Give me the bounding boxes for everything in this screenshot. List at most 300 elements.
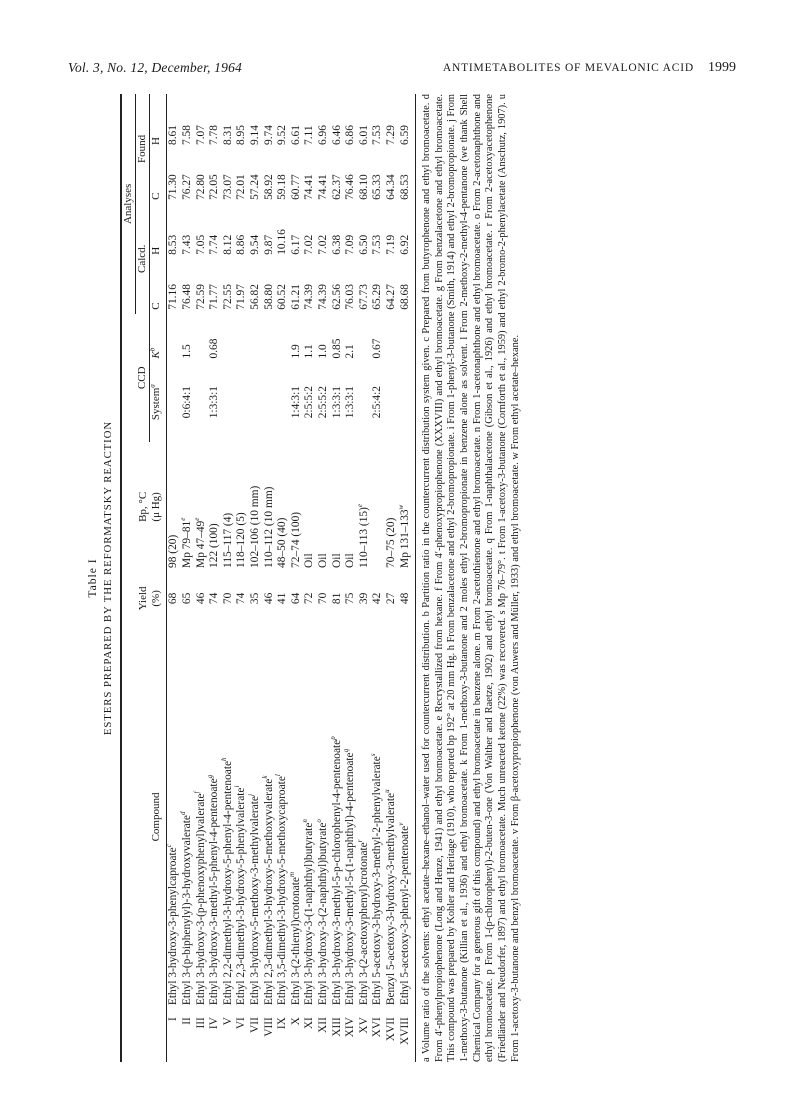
yield-value <box>344 572 358 625</box>
found-h-text: 7.29 <box>384 125 397 145</box>
calcd-h-text: 7.05 <box>194 234 207 255</box>
calcd-c <box>317 259 331 314</box>
found-c <box>181 149 195 204</box>
row-number <box>235 1009 249 1062</box>
partition-ratio <box>385 314 399 363</box>
found-h-text: 7.11 <box>303 125 316 145</box>
bp-value-footnote-mark: e <box>192 517 201 521</box>
bp-value <box>276 442 290 572</box>
bp-value-text: 122 (100) <box>208 523 221 568</box>
found-c <box>249 149 263 204</box>
yield-value-text: 27 <box>384 592 397 605</box>
calcd-c <box>330 259 344 314</box>
calcd-h-text: 8.86 <box>235 234 248 255</box>
row-number <box>249 1009 263 1062</box>
found-c-text: 76.46 <box>344 174 357 200</box>
calcd-h <box>167 204 181 259</box>
compound-name-text: Ethyl 3-hydroxy-3-(p-phenoxyphenyl)valerate <box>194 793 207 1006</box>
row-number-text: IV <box>208 1017 221 1030</box>
table-row <box>303 94 317 1062</box>
calcd-h-header: H <box>150 246 163 255</box>
found-c <box>195 149 209 204</box>
calcd-h-text: 7.53 <box>371 234 384 255</box>
bp-value-text: 118–120 (5) <box>235 512 248 568</box>
compound-name-footnote-mark: o <box>315 819 324 823</box>
found-c-text: 73.07 <box>221 174 234 200</box>
compound-name-footnote-mark: n <box>301 819 310 823</box>
k-header <box>150 314 163 363</box>
compound-name <box>303 625 317 1009</box>
bp-header-bottom: (μ Hg) <box>150 492 163 522</box>
row-number <box>317 1009 331 1062</box>
analyses-header: Analyses <box>122 94 135 314</box>
bp-value <box>235 442 249 572</box>
yield-value <box>167 572 181 625</box>
bp-value-text: Mp 131–133 <box>398 509 411 568</box>
row-number-text: VI <box>235 1017 248 1030</box>
ccd-system-text: 1:4:3:1 <box>289 386 302 419</box>
bp-value <box>371 442 385 572</box>
found-c-text: 71.30 <box>167 174 180 200</box>
bp-value <box>398 442 412 572</box>
ccd-system <box>371 363 385 442</box>
calcd-c <box>222 259 236 314</box>
calcd-h <box>398 204 412 259</box>
found-c-text: 76.27 <box>181 174 194 200</box>
yield-value <box>181 572 195 625</box>
bp-value-footnote-mark: e <box>355 503 364 508</box>
bp-value-text: Oil <box>303 553 316 568</box>
compound-name-text: Ethyl 3-hydroxy-3-(2-naphthyl)butyrate <box>316 822 329 1006</box>
system-header-label: System <box>150 387 163 421</box>
yield-value <box>276 572 290 625</box>
calcd-c <box>208 259 222 314</box>
yield-value <box>398 572 412 625</box>
row-number-text: III <box>194 1017 207 1029</box>
table-row <box>235 94 249 1062</box>
calcd-h-text: 6.92 <box>398 234 411 255</box>
calcd-c-text: 60.52 <box>276 284 289 310</box>
compound-name <box>208 625 222 1009</box>
row-number-text: XI <box>303 1017 316 1030</box>
yield-value <box>262 572 276 625</box>
bp-header-top: Bp, °C <box>136 491 149 522</box>
rotated-table-page <box>86 94 710 1062</box>
esters-table <box>122 94 412 1062</box>
found-h-text: 7.07 <box>194 125 207 145</box>
calcd-c <box>303 259 317 314</box>
found-c <box>167 149 181 204</box>
bp-value <box>355 442 372 572</box>
calcd-h <box>290 204 304 259</box>
bp-value-text: 72–74 (100) <box>289 511 302 568</box>
bp-value <box>167 442 181 572</box>
compound-name-text: Ethyl 2,3-dimethyl-3-hydroxy-5-methoxyvalerate <box>262 778 275 1006</box>
calcd-c <box>276 259 290 314</box>
bp-value-text: 70–75 (20) <box>384 517 397 568</box>
yield-value <box>249 572 263 625</box>
yield-value-text: 46 <box>262 592 275 605</box>
calcd-c-text: 61.21 <box>289 284 302 310</box>
calcd-h <box>195 204 209 259</box>
bp-value-text: 110–113 (15) <box>357 507 370 568</box>
found-h-header: H <box>150 137 163 145</box>
yield-value-text: 81 <box>330 592 343 605</box>
found-h <box>290 94 304 149</box>
yield-value-text: 75 <box>344 592 357 605</box>
ccd-system <box>222 363 236 442</box>
found-c <box>222 149 236 204</box>
compound-name-footnote-mark: v <box>396 822 405 826</box>
partition-ratio-text: 1.1 <box>303 344 316 359</box>
compound-name-text: Ethyl 3-hydroxy-3-(1-naphthyl)butyrate <box>303 822 316 1006</box>
calcd-c <box>290 259 304 314</box>
calcd-c <box>195 259 209 314</box>
found-c-text: 74.41 <box>316 174 329 200</box>
compound-name-text: Ethyl 3-hydroxy-5-methoxy-3-methylvalerate <box>249 796 262 1006</box>
found-c <box>371 149 385 204</box>
found-c-text: 57.24 <box>249 174 262 200</box>
row-number <box>385 1009 399 1062</box>
table-row <box>222 94 236 1062</box>
yield-value <box>330 572 344 625</box>
found-c-text: 58.92 <box>262 174 275 200</box>
found-h <box>235 94 249 149</box>
bp-value <box>330 442 344 572</box>
calcd-h <box>358 204 372 259</box>
found-h-text: 9.74 <box>262 125 275 145</box>
ccd-system <box>249 363 263 442</box>
calcd-header: Calcd. <box>136 204 150 314</box>
yield-value <box>222 572 236 625</box>
found-h <box>398 94 412 149</box>
page-number: 1999 <box>708 60 736 75</box>
yield-value-text: 46 <box>194 592 207 605</box>
compound-name-footnote-mark: d <box>179 811 188 816</box>
compound-name-text: Ethyl 3-(2-thienyl)crotonate <box>289 877 302 1006</box>
table-row <box>167 94 181 1062</box>
ccd-header: CCD <box>136 314 150 442</box>
calcd-c-text: 71.16 <box>167 284 180 310</box>
calcd-c-text: 62.56 <box>330 284 343 310</box>
ccd-system <box>317 363 331 442</box>
row-number-text: VII <box>249 1017 262 1033</box>
found-c-text: 68.10 <box>357 174 370 200</box>
found-h <box>344 94 358 149</box>
compound-name <box>355 625 372 1009</box>
calcd-h <box>208 204 222 259</box>
calcd-c-text: 65.29 <box>371 284 384 310</box>
found-h-text: 6.46 <box>330 125 343 145</box>
system-header-sup: a <box>148 384 157 388</box>
ccd-system <box>208 363 222 442</box>
row-number <box>344 1009 358 1062</box>
found-c-text: 74.41 <box>303 174 316 200</box>
row-number <box>167 1009 181 1062</box>
calcd-c-text: 68.68 <box>398 284 411 310</box>
ccd-system <box>167 363 181 442</box>
found-h <box>276 94 290 149</box>
compound-name-text: Ethyl 3-(2-acetoxyphenyl)crotonate <box>357 842 370 1006</box>
calcd-c-text: 71.77 <box>208 284 221 310</box>
table-row <box>344 94 358 1062</box>
calcd-c <box>398 259 412 314</box>
calcd-h <box>181 204 195 259</box>
yield-value <box>235 572 249 625</box>
table-row <box>358 94 372 1062</box>
compound-name-footnote-mark: h <box>220 757 229 761</box>
ccd-system <box>195 363 209 442</box>
compound-name-footnote-mark: r <box>355 839 364 843</box>
ccd-system-text: 2:5:5:2 <box>316 386 329 419</box>
compound-name <box>371 625 385 1009</box>
calcd-h-text: 7.02 <box>303 234 316 255</box>
table-body <box>167 94 412 1062</box>
partition-ratio <box>262 314 276 363</box>
table-row <box>276 94 290 1062</box>
compound-name-text: Ethyl 3-(p-biphenylyl)-3-hydroxyvalerate <box>181 815 194 1006</box>
calcd-h-text: 8.53 <box>167 234 180 255</box>
compound-name <box>290 625 304 1009</box>
yield-value-text: 74 <box>208 592 221 605</box>
calcd-h-text: 7.19 <box>384 234 397 255</box>
row-number-text: XVIII <box>398 1017 411 1045</box>
compound-name-text: Ethyl 3-hydroxy-3-methyl-5-(1-naphthyl)-4-pentenoate <box>344 752 357 1006</box>
found-h-text: 9.14 <box>249 125 262 145</box>
compound-name-footnote-mark: s <box>369 753 378 757</box>
found-c <box>235 149 249 204</box>
found-h <box>249 94 263 149</box>
partition-ratio <box>249 314 263 363</box>
compound-header: Compound <box>150 792 163 842</box>
bp-value <box>303 442 317 572</box>
calcd-c <box>167 259 181 314</box>
row-number-text: II <box>181 1017 194 1025</box>
compound-name-text: Ethyl 2,3-dimethyl-3-hydroxy-5-phenylvalerate <box>235 787 248 1006</box>
found-c <box>344 149 358 204</box>
row-number-text: VIII <box>262 1017 275 1037</box>
found-c-text: 72.01 <box>235 174 248 200</box>
found-h-text: 7.53 <box>371 125 384 145</box>
bp-value <box>317 442 331 572</box>
found-h <box>181 94 195 149</box>
calcd-h <box>303 204 317 259</box>
calcd-c-text: 67.73 <box>357 284 370 310</box>
partition-ratio <box>276 314 290 363</box>
yield-value <box>195 572 209 625</box>
partition-ratio <box>371 314 385 363</box>
yield-value <box>371 572 385 625</box>
calcd-c <box>262 259 276 314</box>
row-number-text: XII <box>316 1017 329 1033</box>
calcd-c-header: C <box>150 302 163 310</box>
partition-ratio <box>398 314 412 363</box>
partition-ratio-text: 0.67 <box>371 338 384 359</box>
calcd-h-text: 9.87 <box>262 234 275 255</box>
yield-value <box>385 572 399 625</box>
calcd-h <box>235 204 249 259</box>
table-row <box>317 94 331 1062</box>
bp-value-footnote-mark: e <box>179 517 188 521</box>
found-h <box>371 94 385 149</box>
compound-name-footnote-mark: c <box>165 844 174 848</box>
partition-ratio <box>235 314 249 363</box>
compound-name <box>235 625 249 1009</box>
calcd-c-text: 76.03 <box>344 284 357 310</box>
compound-name-footnote-mark: q <box>342 748 351 753</box>
yield-value <box>358 572 372 625</box>
ccd-system <box>181 363 195 442</box>
found-c <box>358 149 372 204</box>
compound-name <box>317 625 331 1009</box>
calcd-h-text: 8.12 <box>221 234 234 255</box>
bp-value <box>249 442 263 572</box>
partition-ratio-text: 1.0 <box>316 344 329 359</box>
compound-name <box>181 625 195 1009</box>
found-h-text: 6.01 <box>357 125 370 145</box>
partition-ratio-text: 0.68 <box>208 338 221 359</box>
yield-value-text: 70 <box>316 592 329 605</box>
compound-name <box>167 625 181 1009</box>
ccd-system <box>290 363 304 442</box>
compound-name-text: Ethyl 3-hydroxy-3-methyl-5-phenyl-4-pentenoate <box>208 778 221 1006</box>
running-header <box>443 60 736 76</box>
calcd-h <box>262 204 276 259</box>
found-c <box>208 149 222 204</box>
yield-header-bottom: (%) <box>150 590 163 607</box>
calcd-c <box>249 259 263 314</box>
found-h <box>385 94 399 149</box>
found-header: Found <box>136 94 150 204</box>
ccd-system-text: 1:3:3:1 <box>330 386 343 419</box>
found-h <box>358 94 372 149</box>
yield-value-text: 48 <box>398 592 411 605</box>
ccd-system-text: 2:5:4:2 <box>371 386 384 419</box>
found-h-text: 6.86 <box>344 125 357 145</box>
compound-name-footnote-mark: m <box>288 871 296 878</box>
partition-ratio <box>317 314 331 363</box>
compound-name <box>398 625 412 1009</box>
bp-value-text: 48–50 (40) <box>276 517 289 568</box>
bp-value <box>181 442 195 572</box>
found-c-text: 72.80 <box>194 174 207 200</box>
calcd-c-text: 72.55 <box>221 284 234 310</box>
compound-name <box>249 625 263 1009</box>
calcd-c <box>358 259 372 314</box>
yield-value-text: 39 <box>357 592 370 605</box>
row-number-text: XV <box>357 1017 370 1034</box>
table-row <box>398 94 412 1062</box>
row-number <box>181 1009 195 1062</box>
table-caption: Table I <box>86 558 99 598</box>
calcd-h-text: 6.50 <box>357 234 370 255</box>
row-number-text: XIII <box>330 1017 343 1037</box>
calcd-c-text: 71.97 <box>235 284 248 310</box>
partition-ratio-text: 1.5 <box>181 344 194 359</box>
ccd-system <box>235 363 249 442</box>
found-h <box>330 94 344 149</box>
yield-value-text: 42 <box>371 592 384 605</box>
calcd-c <box>235 259 249 314</box>
yield-value-text: 70 <box>221 592 234 605</box>
compound-name-footnote-mark: u <box>383 789 392 793</box>
calcd-h-text: 7.43 <box>181 234 194 255</box>
bp-value-text: Mp 79–81 <box>181 520 194 568</box>
found-h <box>195 94 209 149</box>
compound-name-text: Benzyl 5-acetoxy-3-hydroxy-3-methylvalerate <box>384 792 397 1006</box>
row-number <box>276 1009 290 1062</box>
compound-name-footnote-mark: f <box>192 791 201 794</box>
found-h <box>222 94 236 149</box>
ccd-system <box>344 363 358 442</box>
partition-ratio-text: 0.85 <box>330 338 343 359</box>
compound-name-footnote-mark: k <box>260 775 269 779</box>
row-number-text: X <box>289 1017 302 1026</box>
partition-ratio <box>181 314 195 363</box>
ccd-system <box>398 363 412 442</box>
yield-value-text: 65 <box>181 592 194 605</box>
row-number-text: XVI <box>371 1017 384 1038</box>
ccd-system <box>262 363 276 442</box>
found-h-text: 7.78 <box>208 125 221 145</box>
calcd-h-text: 9.54 <box>249 234 262 255</box>
bp-value-footnote-mark: w <box>396 504 405 510</box>
partition-ratio-text: 2.1 <box>344 344 357 359</box>
yield-header-top: Yield <box>136 586 149 611</box>
found-c <box>330 149 344 204</box>
ccd-system-text: 0:6:4:1 <box>181 386 194 419</box>
calcd-h <box>222 204 236 259</box>
row-number-text: IX <box>276 1017 289 1030</box>
row-number-text: V <box>221 1017 234 1026</box>
yield-value-text: 35 <box>249 592 262 605</box>
yield-value-text: 72 <box>303 592 316 605</box>
ccd-system-text: 1:3:3:1 <box>208 386 221 419</box>
bp-value <box>192 442 209 572</box>
table-bottom-rule <box>415 94 416 1062</box>
partition-ratio <box>167 314 181 363</box>
compound-name-text: Ethyl 5-acetoxy-3-phenyl-2-pentenoate <box>398 825 411 1006</box>
row-number <box>208 1009 222 1062</box>
found-c <box>303 149 317 204</box>
compound-name-text: Ethyl 5-acetoxy-3-hydroxy-3-methyl-2-phenylvalerate <box>371 756 384 1006</box>
bp-value-text: Mp 47–49 <box>194 520 207 568</box>
partition-ratio <box>208 314 222 363</box>
calcd-h <box>276 204 290 259</box>
partition-ratio <box>290 314 304 363</box>
yield-value <box>208 572 222 625</box>
table-row <box>249 94 263 1062</box>
row-number <box>195 1009 209 1062</box>
found-c <box>398 149 412 204</box>
yield-value-text: 41 <box>276 592 289 605</box>
bp-value-text: 98 (20) <box>167 534 180 568</box>
calcd-h-text: 7.74 <box>208 234 221 255</box>
partition-ratio-text: 1.9 <box>289 344 302 359</box>
bp-value-text: 102–106 (10 mm) <box>249 485 262 568</box>
calcd-c-text: 74.39 <box>316 284 329 310</box>
found-c-header: C <box>150 192 163 200</box>
calcd-c-text: 74.39 <box>303 284 316 310</box>
bp-value-text: Oil <box>316 553 329 568</box>
compound-name <box>192 625 209 1009</box>
table-row <box>371 94 385 1062</box>
compound-name-footnote-mark: l <box>274 774 283 777</box>
calcd-h <box>249 204 263 259</box>
calcd-c-text: 56.82 <box>249 284 262 310</box>
found-c-text: 59.18 <box>276 174 289 200</box>
calcd-c <box>371 259 385 314</box>
